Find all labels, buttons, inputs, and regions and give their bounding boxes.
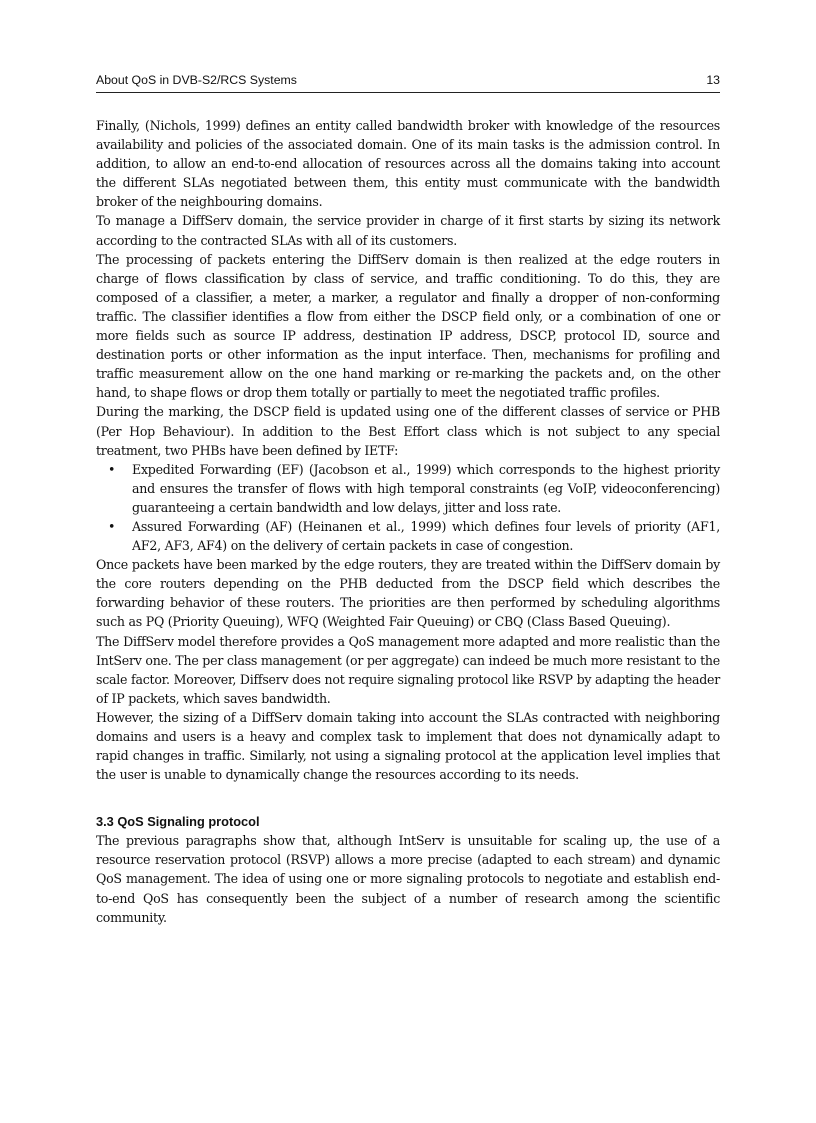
bullet-icon: • xyxy=(108,518,116,534)
page-number: 13 xyxy=(706,73,720,87)
paragraph-diffserv-model: The DiffServ model therefore provides a QoS management more adapted and more realistic than the IntServ one. The per class management (or per aggregate) can indeed be much more resistant to the scale factor. Moreover, Diffserv does not require signaling protocol like RSVP by adapting the header of IP packets, which saves bandwidth. xyxy=(96,633,720,706)
paragraph-dscp-marking: During the marking, the DSCP field is updated using one of the different classes of service or PHB (Per Hop Behaviour). In addition to the Best Effort class which is not subject to any special treatment, two PHBs have been defined by IETF: xyxy=(96,404,720,458)
paragraph-edge-processing: The processing of packets entering the DiffServ domain is then realized at the edge routers in charge of flows classification by class of service, and traffic conditioning. To do this, they are composed of a classifier, a meter, a marker, a regulator and finally a dropper of non-conforming traffic. The classifier identifies a flow from either the DSCP field only, or a combination of one or more fields such as source IP address, destination IP address, DSCP, protocol ID, source and destination ports or other information as the input interface. Then, mechanisms for profiling and traffic measurement allow on the one hand marking or re-marking the packets and, on the other hand, to shape flows or drop them totally or partially to meet the negotiated traffic profiles. xyxy=(96,251,720,401)
list-item-text: Expedited Forwarding (EF) (Jacobson et al., 1999) which corresponds to the highest priority and ensures the transfer of flows with high temporal constraints (eg VoIP, videoconferencing) guaranteeing a certain bandwidth and low delays, jitter and loss rate. xyxy=(132,461,720,515)
paragraph-diffserv-sizing: To manage a DiffServ domain, the service provider in charge of it first starts by sizing its network according to the contracted SLAs with all of its customers. xyxy=(96,213,720,248)
page-header xyxy=(96,70,720,93)
paragraph-signaling-protocol: The previous paragraphs show that, although IntServ is unsuitable for scaling up, the use of a resource reservation protocol (RSVP) allows a more precise (adapted to each stream) and dynamic QoS management. The idea of using one or more signaling protocols to negotiate and establish end-to-end QoS has consequently been the subject of a number of research among the scientific community. xyxy=(96,833,720,925)
section-heading: 3.3 QoS Signaling protocol xyxy=(96,814,260,830)
list-item-expedited-forwarding xyxy=(96,460,720,517)
paragraph-diffserv-limits: However, the sizing of a DiffServ domain taking into account the SLAs contracted with neighboring domains and users is a heavy and complex task to implement that does not dynamically adapt to rapid changes in traffic. Similarly, not using a signaling protocol at the application level implies that the user is unable to dynamically change the resources according to its needs. xyxy=(96,709,720,783)
page-body xyxy=(96,116,720,927)
list-item-assured-forwarding xyxy=(96,517,720,555)
paragraph-core-routers: Once packets have been marked by the edge routers, they are treated within the DiffServ domain by the core routers depending on the PHB deducted from the DSCP field which describes the forwarding behavior of these routers. The priorities are then performed by scheduling algorithms such as PQ (Priority Queuing), WFQ (Weighted Fair Queuing) or CBQ (Class Based Queuing). xyxy=(96,557,720,630)
paragraph-bandwidth-broker: Finally, (Nichols, 1999) defines an entity called bandwidth broker with knowledge of the resources availability and policies of the associated domain. One of its main tasks is the admission control. In addition, to allow an end-to-end allocation of resources across all the domains taking into account the different SLAs negotiated between them, this entity must communicate with the bandwidth broker of the neighbouring domains. xyxy=(96,118,720,210)
bullet-icon: • xyxy=(108,461,116,477)
phb-list xyxy=(96,460,720,555)
list-item-text: Assured Forwarding (AF) (Heinanen et al., 1999) which defines four levels of priority (AF1, AF2, AF3, AF4) on the delivery of certain packets in case of congestion. xyxy=(132,518,720,554)
running-title: About QoS in DVB-S2/RCS Systems xyxy=(96,73,297,87)
